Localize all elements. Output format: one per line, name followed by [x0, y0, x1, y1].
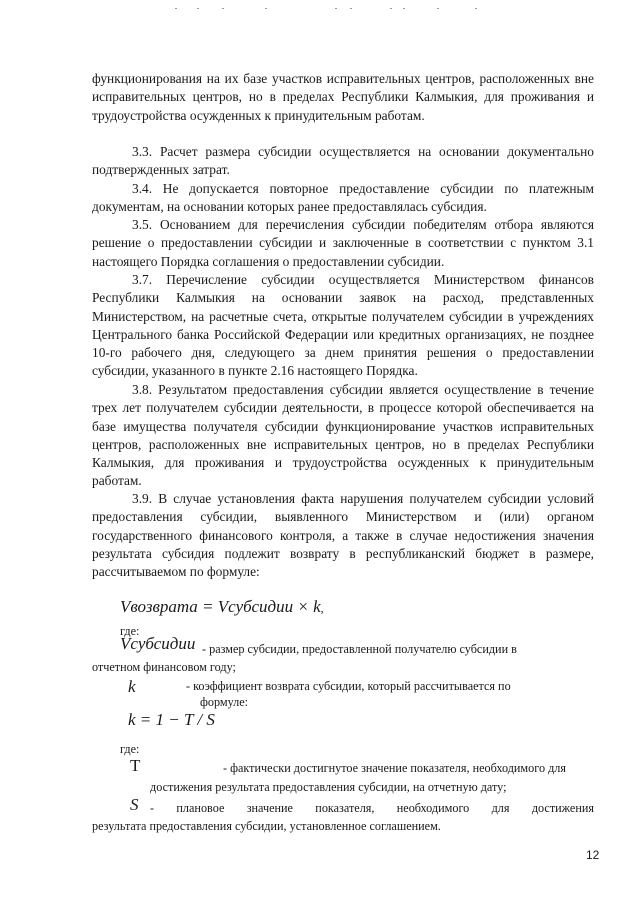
t-description-line1: - фактически достигнутое значение показателя, необходимого для: [223, 761, 566, 775]
s-description-line2: результата предоставления субсидии, установленное соглашением.: [92, 819, 441, 833]
t-description-line2: достижения результата предоставления субсидии, на отчетную дату;: [150, 780, 507, 794]
vsubsidy-symbol: Vсубсидии: [120, 634, 196, 653]
paragraph-3-7: 3.7. Перечисление субсидии осуществляется Министерством финансов Республики Калмыкия на основании заявок на расход, представленных Министерством, на расчетные счета, открытые получателем субсидии в учреждениях Центрального банка Российской Федерации или кредитных организациях, не позднее 10-го рабочего дня, следующего за днем принятия решения о предоставлении субсидии, указанного в пункте 2.16 настоящего Порядка.: [92, 272, 594, 379]
paragraph-3-3: 3.3. Расчет размера субсидии осуществляется на основании документально подтвержденных затрат.: [92, 144, 594, 178]
page-number: 12: [586, 848, 600, 862]
k-description-line1: - коэффициент возврата субсидии, который рассчитывается по: [186, 679, 511, 693]
s-description-line1: - плановое значение показателя, необходимого для достижения: [150, 801, 594, 815]
vsubsidy-description-line2: отчетном финансовом году;: [92, 660, 236, 674]
k-symbol: k: [128, 677, 136, 696]
t-symbol: T: [130, 756, 141, 775]
formula-coefficient-k: k = 1 − T / S: [128, 710, 215, 729]
where-label-1: где:: [120, 624, 140, 638]
scan-header-marks: [175, 8, 475, 18]
formula-return-amount: [120, 597, 324, 617]
paragraph-continuation: функционирования на их базе участков исправительных центров, расположенных вне исправительных центров, но в пределах Республики Калмыкия, для проживания и трудоустройства осужденных к принудительным работам.: [92, 71, 594, 123]
paragraph-3-4: 3.4. Не допускается повторное предоставление субсидии по платежным документам, на основании которых ранее предоставлялась субсидия.: [92, 181, 594, 215]
s-symbol: S: [130, 795, 139, 814]
formula-main-text: Vвозврата = Vсубсидии × k: [120, 597, 321, 616]
paragraph-3-8: 3.8. Результатом предоставления субсидии является осуществление в течение трех лет получателем субсидии деятельности, в процессе которой обеспечивается на базе имущества получателя субсидии функционирование участков исправительных центров, расположенных вне исправительных центров, но в пределах Республики Калмыкия, для проживания и трудоустройства осужденных к принудительным работам.: [92, 382, 594, 489]
paragraph-3-5: 3.5. Основанием для перечисления субсидии победителям отбора являются решение о предоставлении субсидии и заключенные в соответствии с пунктом 3.1 настоящего Порядка соглашения о предоставлении субсидии.: [92, 217, 594, 269]
formula-main-comma: ,: [320, 601, 324, 615]
where-label-2: где:: [120, 742, 140, 756]
vsubsidy-description-line1: - размер субсидии, предоставленной получателю субсидии в: [202, 642, 517, 656]
k-description-line2: формуле:: [200, 695, 249, 709]
paragraph-3-9: 3.9. В случае установления факта нарушения получателем субсидии условий предоставления субсидии, выявленного Министерством и (или) органом государственного финансового контроля, а также в случае недостижения значения результата субсидия подлежит возврату в республиканский бюджет в размере, рассчитываемом по формуле:: [92, 491, 594, 580]
